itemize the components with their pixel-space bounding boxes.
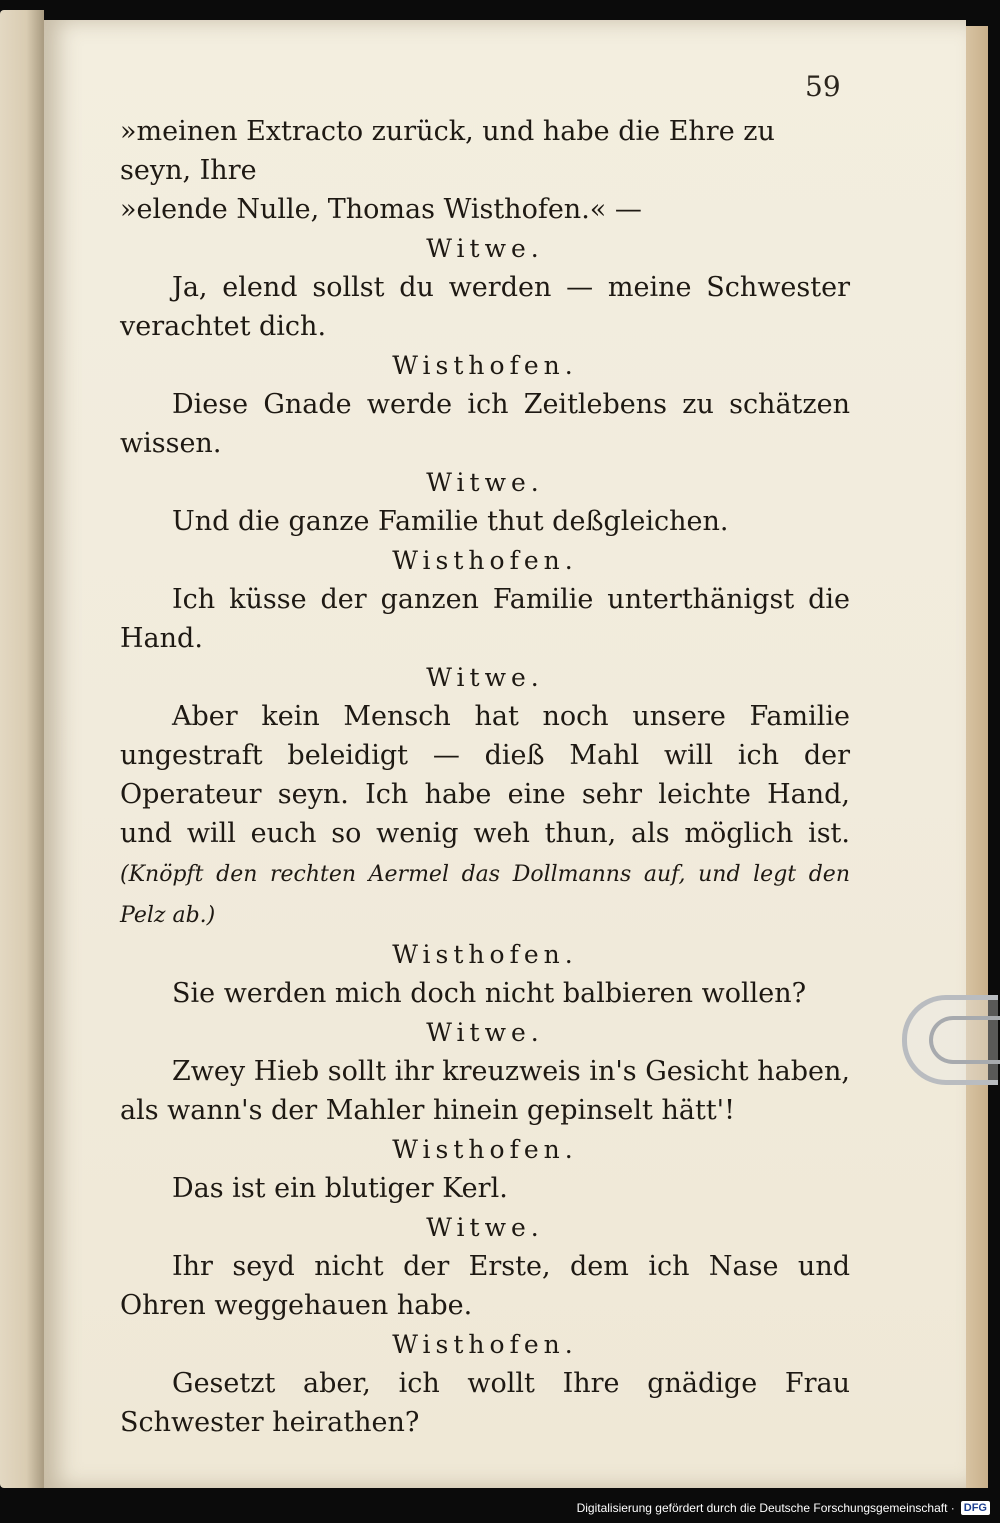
speaker-name: Witwe.	[426, 663, 544, 692]
dialogue-paragraph	[120, 697, 850, 935]
text-line: »elende Nulle, Thomas Wisthofen.« —	[120, 194, 642, 225]
dfg-logo: DFG	[961, 1501, 990, 1515]
speaker-name: Wisthofen.	[392, 1135, 578, 1164]
text-line: »meinen Extracto zurück, und habe die Ehre zu seyn, Ihre	[120, 116, 775, 186]
speaker-name: Witwe.	[426, 234, 544, 263]
paper-clip	[902, 995, 998, 1085]
paper-clip-inner-loop	[929, 1016, 1000, 1064]
dialogue-paragraph: Sie werden mich doch nicht balbieren wollen?	[172, 978, 807, 1009]
page-edge	[966, 26, 988, 1488]
dialogue-paragraph: Zwey Hieb sollt ihr kreuzweis in's Gesicht haben, als wann's der Mahler hinein gepinselt hätt'!	[120, 1056, 850, 1126]
footer-credit	[577, 1501, 990, 1515]
speaker-name: Witwe.	[426, 1213, 544, 1242]
stage-direction: (Knöpft den rechten Aermel das Dollmanns auf, und legt den Pelz ab.)	[120, 862, 850, 928]
speaker-name: Wisthofen.	[392, 940, 578, 969]
speaker-name: Witwe.	[426, 1018, 544, 1047]
previous-page-edge	[0, 10, 44, 1488]
dialogue-paragraph: Diese Gnade werde ich Zeitlebens zu schätzen wissen.	[120, 389, 850, 459]
speaker-name: Wisthofen.	[392, 351, 578, 380]
speaker-name: Witwe.	[426, 468, 544, 497]
dialogue-text: Aber kein Mensch hat noch unsere Familie ungestraft beleidigt — dieß Mahl will ich der Operateur seyn. Ich habe eine sehr leichte Hand, und will euch so wenig weh thun, als möglich ist.	[120, 701, 850, 849]
dialogue-paragraph: Ich küsse der ganzen Familie unterthänigst die Hand.	[120, 584, 850, 654]
page-text	[120, 112, 850, 1442]
footer-text: Digitalisierung gefördert durch die Deutsche Forschungsgemeinschaft ·	[576, 1501, 955, 1515]
dialogue-paragraph: Gesetzt aber, ich wollt Ihre gnädige Frau Schwester heirathen?	[120, 1368, 850, 1438]
page-number: 59	[805, 70, 841, 103]
dialogue-paragraph: Und die ganze Familie thut deßgleichen.	[172, 506, 729, 537]
dialogue-paragraph: Ja, elend sollst du werden — meine Schwester verachtet dich.	[120, 272, 850, 342]
speaker-name: Wisthofen.	[392, 1330, 578, 1359]
dialogue-paragraph: Das ist ein blutiger Kerl.	[172, 1173, 508, 1204]
dialogue-paragraph: Ihr seyd nicht der Erste, dem ich Nase und Ohren weggehauen habe.	[120, 1251, 850, 1321]
speaker-name: Wisthofen.	[392, 546, 578, 575]
